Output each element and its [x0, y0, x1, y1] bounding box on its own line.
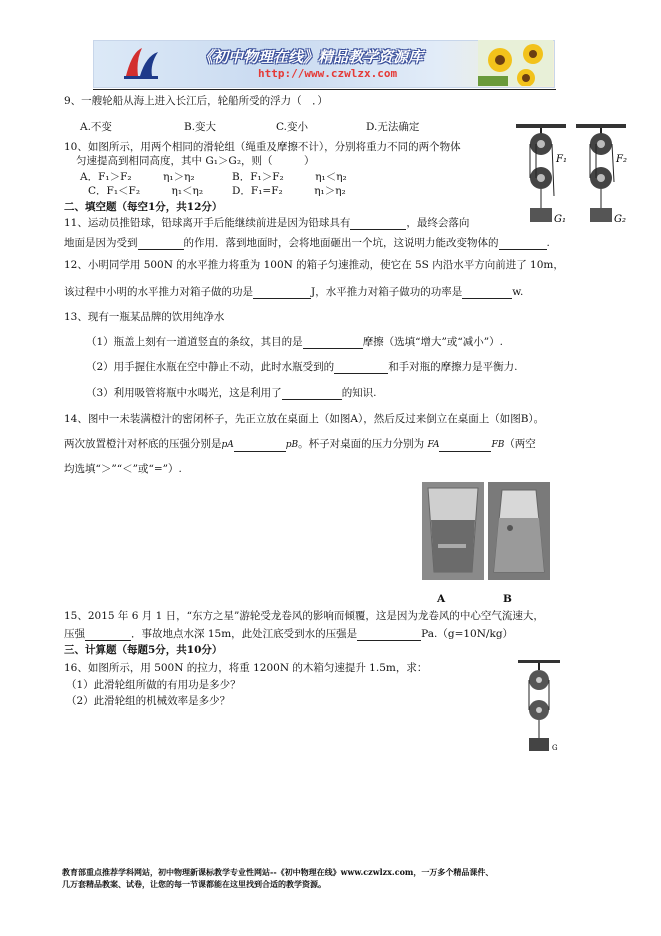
- footer-line1: 教育部重点推荐学科网站，初中物理新课标教学专业性网站--《初中物理在线》www.czwlzx.com，一万多个精品课件、: [62, 867, 494, 877]
- fb-symbol: FB: [491, 440, 505, 450]
- f2-label: F₂: [616, 154, 627, 165]
- q12-line1: 12、小明同学用 500N 的水平推力将重为 100N 的箱子匀速推动，使它在 5S 内沿水平方向前进了 10m，: [64, 259, 564, 271]
- q10-pulley-figure: [510, 122, 635, 230]
- q15-blank-1[interactable]: [85, 629, 131, 641]
- q16-sub1: （1）此滑轮组所做的有用功是多少？: [66, 679, 241, 691]
- q16-pulley-figure: [516, 658, 562, 754]
- section2-heading: 二、填空题（每空1分，共12分）: [64, 201, 223, 213]
- q10-option-b: B．F₁＞F₂ η₁＜η₂: [232, 171, 347, 183]
- q13-sub2: （2）用手握住水瓶在空中静止不动，此时水瓶受到的 和手对瓶的摩擦力是平衡力.: [86, 361, 518, 373]
- q10-line2: 匀速提高到相同高度，其中 G₁＞G₂，则（ ）: [76, 155, 315, 167]
- f1-label: F₁: [556, 154, 567, 165]
- cup-label-b: B: [503, 593, 512, 605]
- q11-blank-3[interactable]: [499, 238, 547, 250]
- q9-option-d: D.无法确定: [366, 121, 420, 133]
- q10-option-a: A．F₁＞F₂ η₁＞η₂: [80, 171, 195, 183]
- q12-blank-1[interactable]: [253, 287, 311, 299]
- q13-blank-3[interactable]: [282, 388, 342, 400]
- q11-line1: 11、运动员推铅球，铅球离开手后能继续前进是因为铅球具有 ，最终会落向: [64, 217, 470, 229]
- banner-url: http://www.czwlzx.com: [258, 67, 398, 80]
- cup-label-a: A: [437, 593, 446, 605]
- q10-option-c: C．F₁＜F₂ η₁＜η₂: [88, 185, 204, 197]
- q13-blank-2[interactable]: [334, 362, 388, 374]
- q16-g-label: G: [552, 744, 558, 752]
- q9-option-a: A.不变: [80, 121, 112, 133]
- g2-label: G₂: [614, 214, 626, 225]
- fa-symbol: FA: [427, 440, 440, 450]
- q14-line3: 均选填“＞”“＜”或“=”）.: [64, 463, 182, 475]
- q14-blank-2[interactable]: [439, 440, 491, 452]
- q16-sub2: （2）此滑轮组的机械效率是多少？: [66, 695, 231, 707]
- logo-icon: [118, 42, 168, 84]
- q12-line2: 该过程中小明的水平推力对箱子做的功是 J，水平推力对箱子做功的功率是 w.: [64, 286, 524, 298]
- q13-stem: 13、现有一瓶某品牌的饮用纯净水: [64, 311, 225, 323]
- pb-symbol: pB: [285, 440, 299, 450]
- section3-heading: 三、计算题（每题5分，共10分）: [64, 644, 223, 656]
- q10-option-d: D．F₁=F₂ η₁＞η₂: [232, 185, 346, 197]
- q11-blank-1[interactable]: [350, 218, 406, 230]
- cup-photo-a: [422, 482, 484, 580]
- q10-line1: 10、如图所示，用两个相同的滑轮组（绳重及摩擦不计），分别将重力不同的两个物体: [64, 141, 461, 153]
- g1-label: G₁: [554, 214, 566, 225]
- q15-line1: 15、2015 年 6 月 1 日，“东方之星”游轮受龙卷风的影响而倾覆，这是因为龙卷风的中心空气流速大，: [64, 610, 544, 622]
- q13-sub1: （1）瓶盖上刻有一道道竖直的条纹，其目的是 摩擦（选填“增大”或“减小”）.: [86, 336, 503, 348]
- q16-stem: 16、如图所示，用 500N 的拉力，将重 1200N 的木箱匀速提升 1.5m，求：: [64, 662, 428, 674]
- q13-sub3: （3）利用吸管将瓶中水喝光，这是利用了 的知识.: [86, 387, 377, 399]
- footer-line2: 几万套精品教案、试卷，让您的每一节课都能在这里找到合适的教学资源。: [62, 879, 326, 889]
- header-divider: [93, 89, 556, 90]
- banner-title: 《初中物理在线》精品教学资源库: [198, 48, 424, 66]
- q12-blank-2[interactable]: [462, 287, 512, 299]
- q14-line1: 14、图中一未装满橙汁的密闭杯子，先正立放在桌面上（如图A），然后反过来倒立在桌面上（如图B）。: [64, 413, 545, 425]
- q9-stem: 9、一艘轮船从海上进入长江后，轮船所受的浮力（ ．）: [64, 95, 328, 107]
- q11-line2: 地面是因为受到 的作用．落到地面时，会将地面砸出一个坑，这说明力能改变物体的 .: [64, 237, 550, 249]
- q15-blank-2[interactable]: [357, 629, 421, 641]
- q9-option-b: B.变大: [184, 121, 217, 133]
- q13-blank-1[interactable]: [303, 337, 363, 349]
- pa-symbol: pA: [221, 440, 234, 450]
- q15-line2: 压强 ．事故地点水深 15m，此处江底受到水的压强是 Pa.（g=10N/kg）: [64, 628, 514, 640]
- q14-blank-1[interactable]: [234, 440, 286, 452]
- q14-line2: 两次放置橙汁对杯底的压强分别是pA pB。杯子对桌面的压力分别为 FA FB（两空: [64, 438, 536, 450]
- cup-photo-b: [488, 482, 550, 580]
- sunflower-image: [478, 40, 553, 86]
- q11-blank-2[interactable]: [138, 238, 184, 250]
- q9-option-c: C.变小: [276, 121, 308, 133]
